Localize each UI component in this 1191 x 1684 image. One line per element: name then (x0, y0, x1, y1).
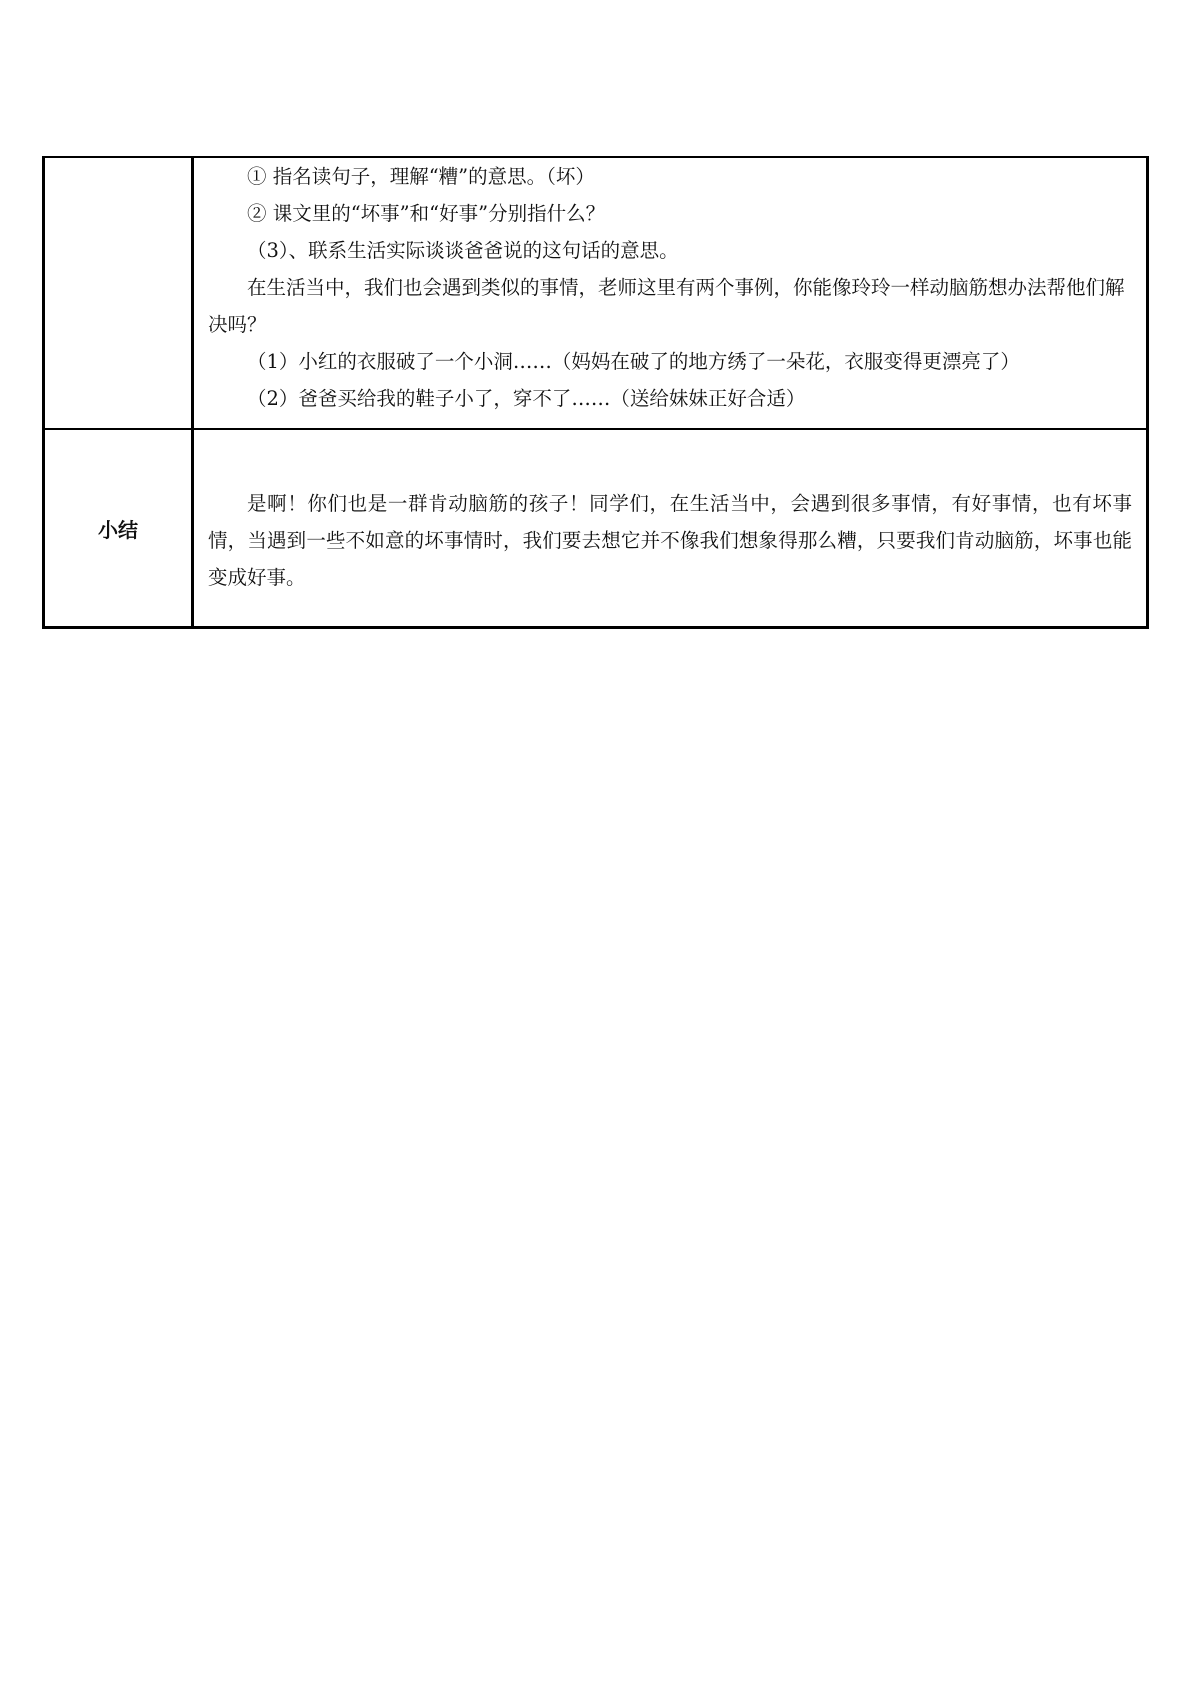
summary-paragraph: 是啊！你们也是一群肯动脑筋的孩子！同学们，在生活当中，会遇到很多事情，有好事情，也有坏事情，当遇到一些不如意的坏事情时，我们要去想它并不像我们想象得那么糟，只要我们肯动脑筋，坏事也能变成好事。 (208, 492, 1132, 589)
summary-content-cell (193, 429, 1148, 628)
example-line: （2）爸爸买给我的鞋子小了，穿不了……（送给妹妹正好合适） (247, 387, 806, 410)
row-label-cell (44, 157, 193, 429)
summary-text-block (194, 430, 1146, 596)
question-line: ② 课文里的“坏事”和“好事”分别指什么？ (247, 202, 606, 225)
summary-label: 小结 (44, 429, 193, 628)
example-line: （1）小红的衣服破了一个小洞……（妈妈在破了的地方绣了一朵花，衣服变得更漂亮了） (247, 350, 1020, 373)
row-content-cell (193, 157, 1148, 429)
activity-text-block (194, 158, 1146, 417)
prompt-paragraph: 在生活当中，我们也会遇到类似的事情，老师这里有两个事例，你能像玲玲一样动脑筋想办法帮他们解决吗？ (208, 276, 1125, 336)
question-line: （3）、联系生活实际谈谈爸爸说的这句话的意思。 (247, 239, 679, 262)
question-line: ① 指名读句子，理解“糟”的意思。（坏） (247, 165, 595, 188)
table-row (44, 157, 1148, 429)
lesson-plan-table (42, 156, 1149, 629)
table-row (44, 429, 1148, 628)
